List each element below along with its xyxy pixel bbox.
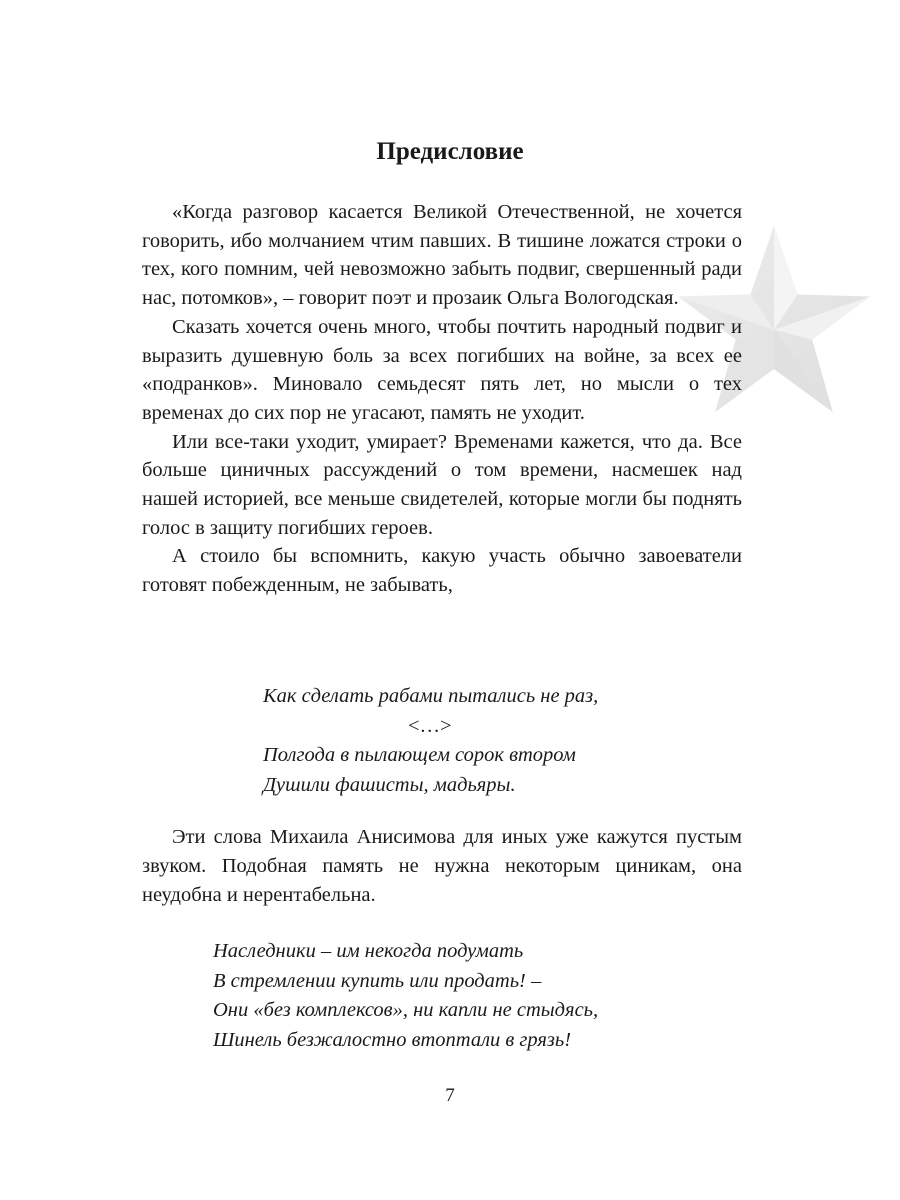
paragraph: Сказать хочется очень много, чтобы почтить народный подвиг и выразить душевную боль за всех погибших на войне, за всех ее «подранков». Миновало семьдесят пять лет, но мысли о тех временах до сих пор не угасают, память не уходит.: [142, 315, 742, 424]
paragraph: Эти слова Михаила Анисимова для иных уже кажутся пустым звуком. Подобная память не нужна некоторым циникам, она неудобна и нерентабельна.: [142, 826, 742, 906]
poem-ellipsis: <…>: [408, 714, 452, 737]
poem-line: Как сделать рабами пытались не раз,: [263, 685, 599, 707]
poem-quote-1: [263, 682, 598, 800]
paragraph: «Когда разговор касается Великой Отечественной, не хочется говорить, ибо молчанием чтим павших. В тишине ложатся строки о тех, кого помним, чей невозможно забыть подвиг, свершенный ради нас, потомков», – говорит поэт и прозаик Ольга Вологодская.: [142, 201, 742, 310]
poem-line: Наследники – им некогда подумать: [213, 940, 524, 962]
body-text-2: [142, 823, 742, 910]
paragraph: Или все-таки уходит, умирает? Временами кажется, что да. Все больше циничных рассуждений о том времени, насмешек над нашей историей, все меньше свидетелей, которые могли бы поднять голос в защиту погибших героев.: [142, 430, 742, 539]
poem-line: Они «без комплексов», ни капли не стыдясь,: [213, 999, 599, 1021]
poem-line: Душили фашисты, мадьяры.: [263, 773, 516, 796]
poem-line: Полгода в пылающем сорок втором: [263, 744, 576, 766]
poem-line: Шинель безжалостно втоптали в грязь!: [213, 1028, 572, 1051]
page-number: 7: [445, 1085, 455, 1106]
paragraph: А стоило бы вспомнить, какую участь обычно завоеватели готовят побежденным, не забывать,: [142, 545, 742, 597]
poem-quote-2: [213, 937, 598, 1055]
poem-line: В стремлении купить или продать! –: [213, 969, 542, 992]
body-text: [142, 198, 742, 600]
page-title: Предисловие: [376, 138, 524, 165]
